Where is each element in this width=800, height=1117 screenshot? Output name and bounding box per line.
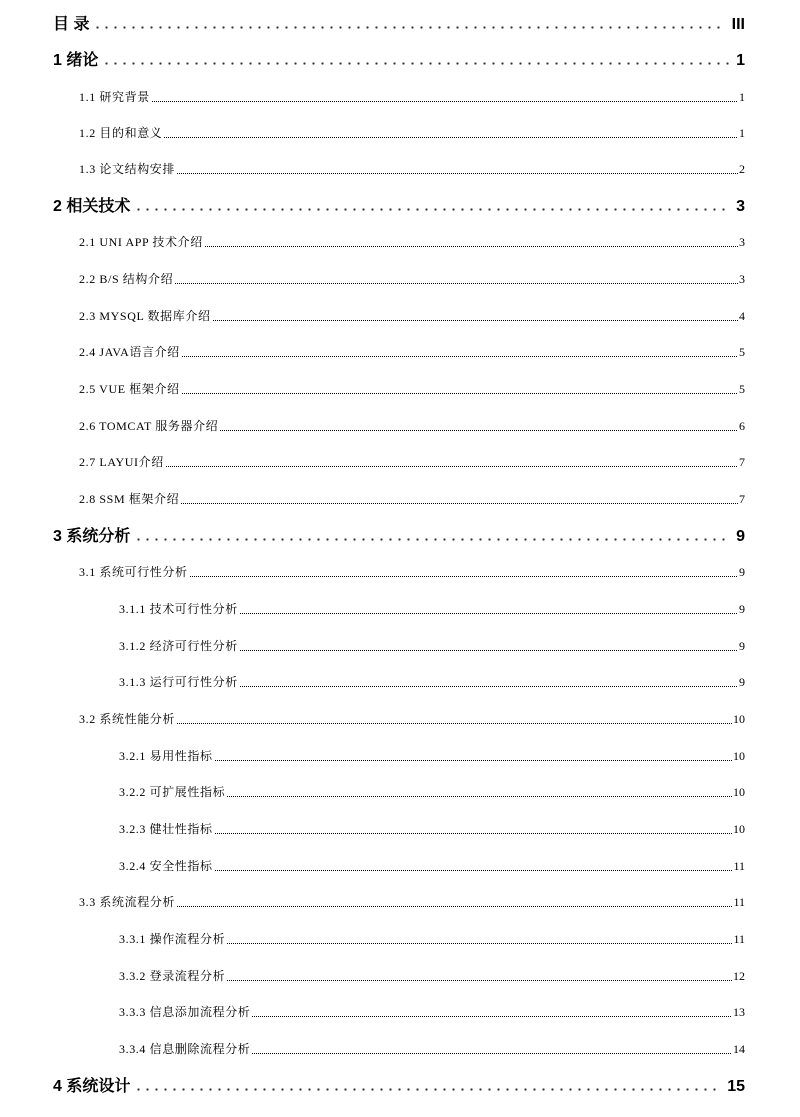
dot-leader [182, 393, 738, 394]
dot-leader [227, 943, 732, 944]
toc-chapter-entry[interactable] [53, 194, 745, 216]
toc-subsection-entry[interactable] [119, 821, 745, 837]
toc-subsection-entry[interactable] [119, 601, 745, 617]
toc-entry-label: 3 系统分析 [53, 528, 131, 545]
toc-heading-page: III [731, 16, 745, 33]
toc-section-entry[interactable] [79, 271, 745, 287]
dot-leader [93, 26, 725, 29]
toc-section-entry[interactable] [79, 491, 745, 507]
toc-entry-label: 4 系统设计 [53, 1078, 131, 1095]
toc-section-entry[interactable] [79, 454, 745, 470]
toc-entry-page-number: 15 [727, 1078, 745, 1095]
toc-entry-page-number: 11 [733, 932, 745, 946]
dot-leader [175, 283, 738, 284]
toc-entry-label: 3.2.3 健壮性指标 [119, 822, 213, 836]
toc-entry-page-number: 13 [733, 1005, 745, 1019]
toc-entry-label: 3.3 系统流程分析 [79, 895, 176, 909]
toc-heading-label: 目 录 [53, 16, 90, 33]
toc-entry-page-number: 9 [736, 528, 745, 545]
dot-leader [215, 870, 733, 871]
dot-leader [134, 208, 730, 211]
toc-section-entry[interactable] [79, 894, 745, 910]
dot-leader [182, 356, 738, 357]
dot-leader [252, 1053, 732, 1054]
dot-leader [134, 538, 730, 541]
toc-entry-page-number: 6 [739, 419, 745, 433]
toc-heading[interactable] [53, 12, 745, 34]
toc-entry-label: 2.7 LAYUI介绍 [79, 455, 164, 469]
toc-entry-page-number: 7 [739, 455, 745, 469]
toc-entry-page-number: 5 [739, 345, 745, 359]
toc-chapter-entry[interactable] [53, 48, 745, 70]
toc-entry-label: 3.3.3 信息添加流程分析 [119, 1005, 251, 1019]
toc-subsection-entry[interactable] [119, 968, 745, 984]
toc-entry-page-number: 11 [733, 859, 745, 873]
toc-entry-label: 1.1 研究背景 [79, 90, 150, 104]
toc-subsection-entry[interactable] [119, 1004, 745, 1020]
toc-entry-label: 2.2 B/S 结构介绍 [79, 272, 174, 286]
toc-entry-label: 3.2.4 安全性指标 [119, 859, 213, 873]
toc-subsection-entry[interactable] [119, 674, 745, 690]
toc-entry-label: 3.2.2 可扩展性指标 [119, 785, 226, 799]
toc-entry-page-number: 12 [733, 969, 745, 983]
toc-entry-page-number: 10 [733, 785, 745, 799]
toc-entry-page-number: 10 [733, 749, 745, 763]
toc-entry-page-number: 1 [739, 90, 745, 104]
toc-entry-page-number: 7 [739, 492, 745, 506]
dot-leader [166, 466, 738, 467]
toc-entry-label: 2 相关技术 [53, 198, 131, 215]
dot-leader [215, 833, 732, 834]
toc-entry-label: 3.3.2 登录流程分析 [119, 969, 226, 983]
toc-entry-page-number: 10 [733, 822, 745, 836]
toc-chapter-entry[interactable] [53, 1074, 745, 1096]
toc-entry-page-number: 3 [739, 272, 745, 286]
toc-section-entry[interactable] [79, 711, 745, 727]
dot-leader [164, 137, 738, 138]
toc-entry-page-number: 9 [739, 639, 745, 653]
toc-subsection-entry[interactable] [119, 858, 745, 874]
toc-subsection-entry[interactable] [119, 1041, 745, 1057]
toc-entry-label: 2.4 JAVA语言介绍 [79, 345, 180, 359]
toc-entry-label: 3.3.4 信息删除流程分析 [119, 1042, 251, 1056]
dot-leader [240, 650, 738, 651]
dot-leader [205, 246, 738, 247]
toc-entry-label: 1.2 目的和意义 [79, 126, 163, 140]
dot-leader [134, 1088, 721, 1091]
toc-entry-page-number: 3 [739, 235, 745, 249]
toc-entry-page-number: 9 [739, 675, 745, 689]
toc-entry-page-number: 4 [739, 309, 745, 323]
toc-section-entry[interactable] [79, 418, 745, 434]
toc-section-entry[interactable] [79, 125, 745, 141]
toc-subsection-entry[interactable] [119, 784, 745, 800]
dot-leader [213, 320, 738, 321]
toc-entry-page-number: 3 [736, 198, 745, 215]
dot-leader [190, 576, 738, 577]
toc-entry-label: 2.1 UNI APP 技术介绍 [79, 235, 203, 249]
dot-leader [240, 686, 738, 687]
toc-entry-page-number: 14 [733, 1042, 745, 1056]
toc-entry-label: 2.3 MYSQL 数据库介绍 [79, 309, 211, 323]
toc-entry-page-number: 5 [739, 382, 745, 396]
toc-entry-label: 2.5 VUE 框架介绍 [79, 382, 180, 396]
dot-leader [220, 430, 738, 431]
toc-entry-label: 3.1.1 技术可行性分析 [119, 602, 238, 616]
dot-leader [215, 760, 732, 761]
toc-entry-page-number: 1 [739, 126, 745, 140]
toc-section-entry[interactable] [79, 308, 745, 324]
toc-entry-label: 3.1.3 运行可行性分析 [119, 675, 238, 689]
toc-entry-label: 3.2.1 易用性指标 [119, 749, 213, 763]
dot-leader [102, 62, 730, 65]
toc-section-entry[interactable] [79, 381, 745, 397]
toc-entry-page-number: 10 [733, 712, 745, 726]
toc-entry-label: 1 绪论 [53, 52, 99, 69]
toc-section-entry[interactable] [79, 161, 745, 177]
toc-entry-label: 3.2 系统性能分析 [79, 712, 176, 726]
toc-section-entry[interactable] [79, 564, 745, 580]
toc-entry-label: 2.6 TOMCAT 服务器介绍 [79, 419, 219, 433]
toc-entry-label: 3.3.1 操作流程分析 [119, 932, 226, 946]
dot-leader [152, 101, 738, 102]
toc-section-entry[interactable] [79, 344, 745, 360]
toc-section-entry[interactable] [79, 89, 745, 105]
toc-entry-label: 3.1 系统可行性分析 [79, 565, 188, 579]
toc-entry-label: 3.1.2 经济可行性分析 [119, 639, 238, 653]
toc-entry-page-number: 1 [736, 52, 745, 69]
toc-chapter-entry[interactable] [53, 524, 745, 546]
toc-section-entry[interactable] [79, 234, 745, 250]
dot-leader [240, 613, 738, 614]
toc-entry-label: 2.8 SSM 框架介绍 [79, 492, 180, 506]
dot-leader [227, 796, 732, 797]
toc-entry-page-number: 11 [733, 895, 745, 909]
toc-entry-page-number: 9 [739, 565, 745, 579]
toc-entry-label: 1.3 论文结构安排 [79, 162, 176, 176]
toc-entry-page-number: 2 [739, 162, 745, 176]
dot-leader [177, 723, 732, 724]
toc-entry-page-number: 9 [739, 602, 745, 616]
dot-leader [177, 173, 738, 174]
dot-leader [227, 980, 732, 981]
dot-leader [252, 1016, 732, 1017]
toc-subsection-entry[interactable] [119, 931, 745, 947]
dot-leader [181, 503, 738, 504]
toc-subsection-entry[interactable] [119, 748, 745, 764]
dot-leader [177, 906, 732, 907]
toc-subsection-entry[interactable] [119, 638, 745, 654]
